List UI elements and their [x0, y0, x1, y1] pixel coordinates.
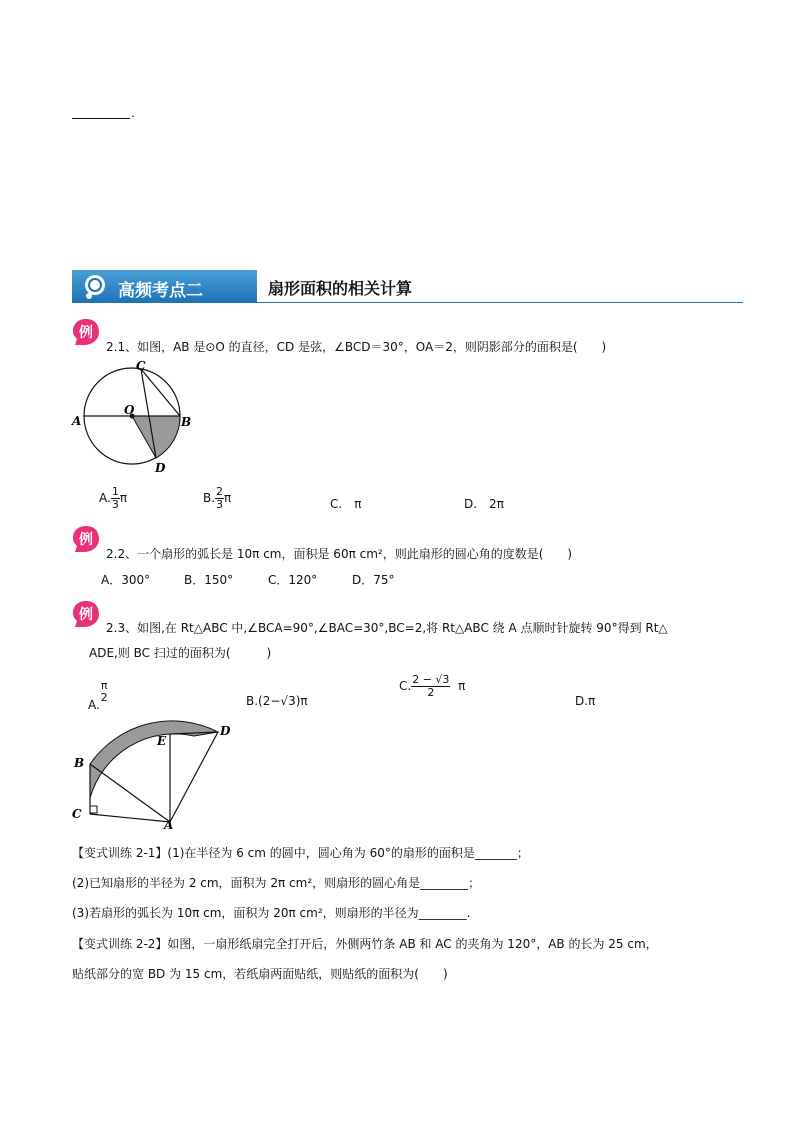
option-c: C．120°: [268, 573, 318, 587]
example-badge-icon: [72, 600, 100, 628]
label-C: C: [136, 359, 146, 373]
option-d: D.π: [575, 694, 596, 708]
option-a: A．300°: [101, 573, 151, 587]
figure-circle: [70, 358, 200, 476]
label-B: B: [181, 415, 192, 429]
question-2-1: 2.1、如图，AB 是⊙O 的直径，CD 是弦，∠BCD＝30°，OA＝2，则阴影部分的面积是( ): [106, 340, 607, 354]
figure-rotation: [70, 718, 240, 830]
option-c: C. $\frac{2 - √3}{2}$ π: [399, 673, 466, 699]
question-2-3-line1: 2.3、如图,在 Rt△ABC 中,∠BCA=90°,∠BAC=30°,BC=2,将 Rt△ABC 绕 A 点顺时针旋转 90°得到 Rt△: [106, 621, 668, 635]
variant-2-2-line1: 【变式训练 2-2】如图，一扇形纸扇完全打开后，外侧两竹条 AB 和 AC 的夹角为 120°，AB 的长为 25 cm，: [72, 937, 658, 951]
variant-2-1-line3: (3)若扇形的弧长为 10π cm，面积为 20π cm²，则扇形的半径为________.: [72, 906, 471, 920]
example-badge-icon: [72, 525, 100, 553]
period: .: [131, 106, 135, 120]
label-C: C: [72, 807, 82, 821]
variant-2-1-line2: (2)已知扇形的半径为 2 cm，面积为 2π cm²，则扇形的圆心角是________；: [72, 876, 481, 890]
option-b: B. $\frac{2}{3}$ π: [203, 485, 232, 511]
option-b: B．150°: [184, 573, 234, 587]
option-c: C. π: [330, 497, 362, 511]
badge-title: 高频考点二: [118, 281, 203, 301]
label-E: E: [157, 734, 167, 748]
label-D: D: [220, 724, 231, 738]
section-divider: [72, 302, 743, 303]
example-badge-icon: [72, 318, 100, 346]
section-title: 扇形面积的相关计算: [268, 279, 413, 298]
answer-blank: [72, 108, 130, 119]
label-A: A: [164, 818, 174, 830]
variant-2-2-line2: 贴纸部分的宽 BD 为 15 cm，若纸扇两面贴纸，则贴纸的面积为( ): [72, 967, 448, 981]
option-a: A. $\frac{1}{3}$ π: [99, 485, 128, 511]
option-a: A. π 2: [88, 679, 108, 712]
label-O: O: [124, 403, 135, 417]
label-B: B: [74, 756, 85, 770]
question-2-3-line2: ADE,则 BC 扫过的面积为( ): [89, 646, 272, 660]
option-b: B.(2−√3)π: [246, 694, 308, 708]
option-d: D．75°: [352, 573, 395, 587]
svg-text:例: 例: [79, 532, 93, 548]
option-d: D. 2π: [464, 497, 504, 511]
svg-text:例: 例: [79, 607, 93, 623]
variant-2-1-line1: 【变式训练 2-1】(1)在半径为 6 cm 的圆中，圆心角为 60°的扇形的面积是_______；: [72, 846, 529, 860]
label-A: A: [72, 414, 82, 428]
search-icon: [78, 272, 112, 300]
svg-text:例: 例: [79, 325, 93, 341]
question-2-2: 2.2、一个扇形的弧长是 10π cm，面积是 60π cm²，则此扇形的圆心角的度数是( ): [106, 547, 573, 561]
label-D: D: [155, 461, 166, 475]
